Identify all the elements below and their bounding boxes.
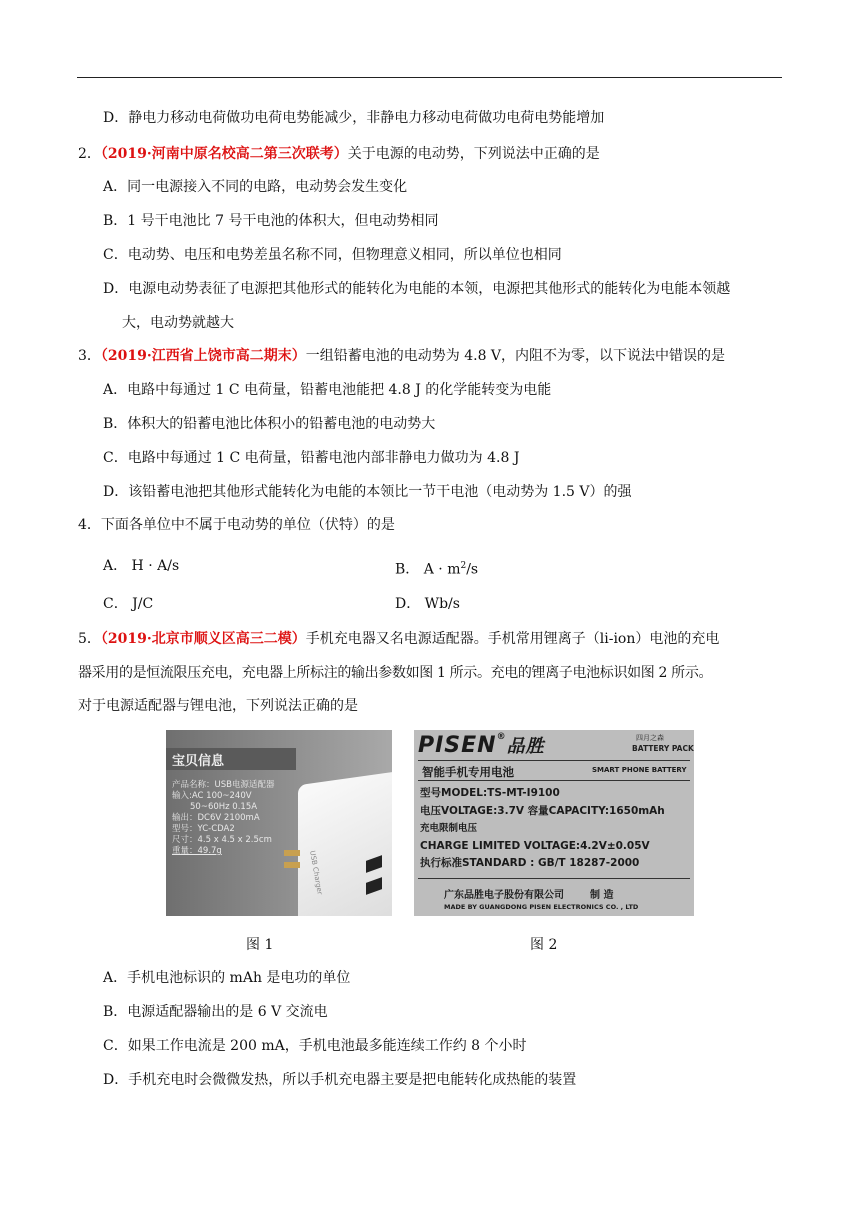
question-3-stem bbox=[78, 347, 725, 365]
q4-option-b: B． $A \cdot m^2/s$ bbox=[395, 561, 479, 578]
divider bbox=[418, 878, 690, 879]
figure-1-caption: 图 1 bbox=[246, 937, 274, 953]
q2-option-b: B．1 号干电池比 7 号干电池的体积大，但电动势相同 bbox=[103, 213, 439, 229]
question-text: 一组铅蓄电池的电动势为 4.8 V，内阻不为零，以下说法中错误的是 bbox=[305, 348, 726, 364]
question-5-stem-line2: 器采用的是恒流限压充电，充电器上所标注的输出参数如图 1 所示。充电的锂离子电池标识如图 2 所示。 bbox=[78, 665, 713, 681]
question-number: 3． bbox=[78, 348, 101, 364]
q2-option-d-continued: 大，电动势就越大 bbox=[122, 315, 234, 331]
divider bbox=[418, 760, 690, 761]
battery-model: 型号MODEL:TS-MT-I9100 bbox=[420, 787, 560, 799]
figure-1-spec-list: 产品名称：USB电源适配器 输入:AC 100~240V 50~60Hz 0.15A 输出：DC6V 2100mA 型号：YC-CDA2 尺寸：4.5 x 4.5 x 2.5cm 重量：49.7g bbox=[172, 780, 275, 856]
question-number: 2． bbox=[78, 146, 101, 162]
battery-title-en: SMART PHONE BATTERY bbox=[592, 766, 687, 774]
question-4-stem: 4．下面各单位中不属于电动势的单位（伏特）的是 bbox=[78, 517, 395, 533]
question-source: （2019·江西省上饶市高二期末） bbox=[100, 348, 306, 364]
charger-device-icon bbox=[298, 771, 392, 916]
figure-2-caption: 图 2 bbox=[530, 937, 558, 953]
question-source: （2019·北京市顺义区高三二模） bbox=[100, 631, 306, 647]
manufacturer-cn: 广东品胜电子股份有限公司 制 造 bbox=[444, 890, 614, 901]
header-rule bbox=[77, 77, 782, 78]
q3-option-a: A．电路中每通过 1 C 电荷量，铅蓄电池能把 4.8 J 的化学能转变为电能 bbox=[103, 382, 552, 398]
q3-option-b: B．体积大的铅蓄电池比体积小的铅蓄电池的电动势大 bbox=[103, 416, 436, 432]
q5-option-d: D．手机充电时会微微发热，所以手机充电器主要是把电能转化成热能的装置 bbox=[103, 1072, 577, 1088]
brand-logo: PISEN®品胜 bbox=[418, 732, 545, 758]
q5-option-c: C．如果工作电流是 200 mA，手机电池最多能连续工作约 8 个小时 bbox=[103, 1038, 527, 1054]
manufacturer-en: MADE BY GUANGDONG PISEN ELECTRONICS CO. , LTD bbox=[444, 903, 639, 911]
question-text: 关于电源的电动势，下列说法中正确的是 bbox=[347, 146, 600, 162]
figure-1-header: 宝贝信息 bbox=[172, 754, 225, 769]
q2-option-d: D．电源电动势表征了电源把其他形式的能转化为电能的本领，电源把其他形式的能转化为电能本领越 bbox=[103, 281, 731, 297]
question-text: 手机充电器又名电源适配器。手机常用锂离子（li-ion）电池的充电 bbox=[305, 631, 720, 647]
question-2-stem bbox=[78, 145, 600, 163]
question-number: 5． bbox=[78, 631, 101, 647]
q4-option-c: C． J/C bbox=[103, 596, 154, 612]
battery-voltage-capacity: 电压VOLTAGE:3.7V 容量CAPACITY:1650mAh bbox=[420, 804, 665, 817]
q3-option-d: D．该铅蓄电池把其他形式能转化为电能的本领比一节干电池（电动势为 1.5 V）的强 bbox=[103, 484, 632, 500]
battery-standard: 执行标准STANDARD : GB/T 18287-2000 bbox=[420, 857, 640, 869]
q5-option-b: B．电源适配器输出的是 6 V 交流电 bbox=[103, 1004, 328, 1020]
plug-prong-icon bbox=[284, 862, 300, 868]
plug-prong-icon bbox=[284, 850, 300, 856]
figure-2-battery-label bbox=[414, 730, 694, 916]
battery-title-cn: 智能手机专用电池 bbox=[422, 765, 514, 779]
battery-limit-cn: 充电限制电压 bbox=[420, 823, 478, 834]
question-source: （2019·河南中原名校高二第三次联考） bbox=[100, 146, 348, 162]
charger-device-label: USB Charger bbox=[308, 850, 324, 896]
divider bbox=[418, 780, 690, 781]
question-5-stem bbox=[78, 630, 719, 648]
q2-option-c: C．电动势、电压和电势差虽名称不同，但物理意义相同，所以单位也相同 bbox=[103, 247, 562, 263]
q4-option-a: A． H · A/s bbox=[103, 558, 180, 574]
q1-option-d: D．静电力移动电荷做功电荷电势能减少，非静电力移动电荷做功电荷电势能增加 bbox=[103, 110, 605, 126]
q5-option-a: A．手机电池标识的 mAh 是电功的单位 bbox=[103, 970, 351, 986]
battery-spec-list bbox=[420, 785, 665, 873]
brand-tag: 四月之森 bbox=[636, 734, 664, 742]
q3-option-c: C．电路中每通过 1 C 电荷量，铅蓄电池内部非静电力做功为 4.8 J bbox=[103, 450, 520, 466]
battery-pack-label: BATTERY PACK bbox=[632, 744, 694, 753]
q4-option-d: D． Wb/s bbox=[395, 596, 460, 612]
battery-charge-limit: CHARGE LIMITED VOLTAGE:4.2V±0.05V bbox=[420, 839, 650, 852]
question-5-stem-line3: 对于电源适配器与锂电池，下列说法正确的是 bbox=[78, 698, 358, 714]
figure-1-charger-photo bbox=[166, 730, 392, 916]
q2-option-a: A．同一电源接入不同的电路，电动势会发生变化 bbox=[103, 179, 408, 195]
